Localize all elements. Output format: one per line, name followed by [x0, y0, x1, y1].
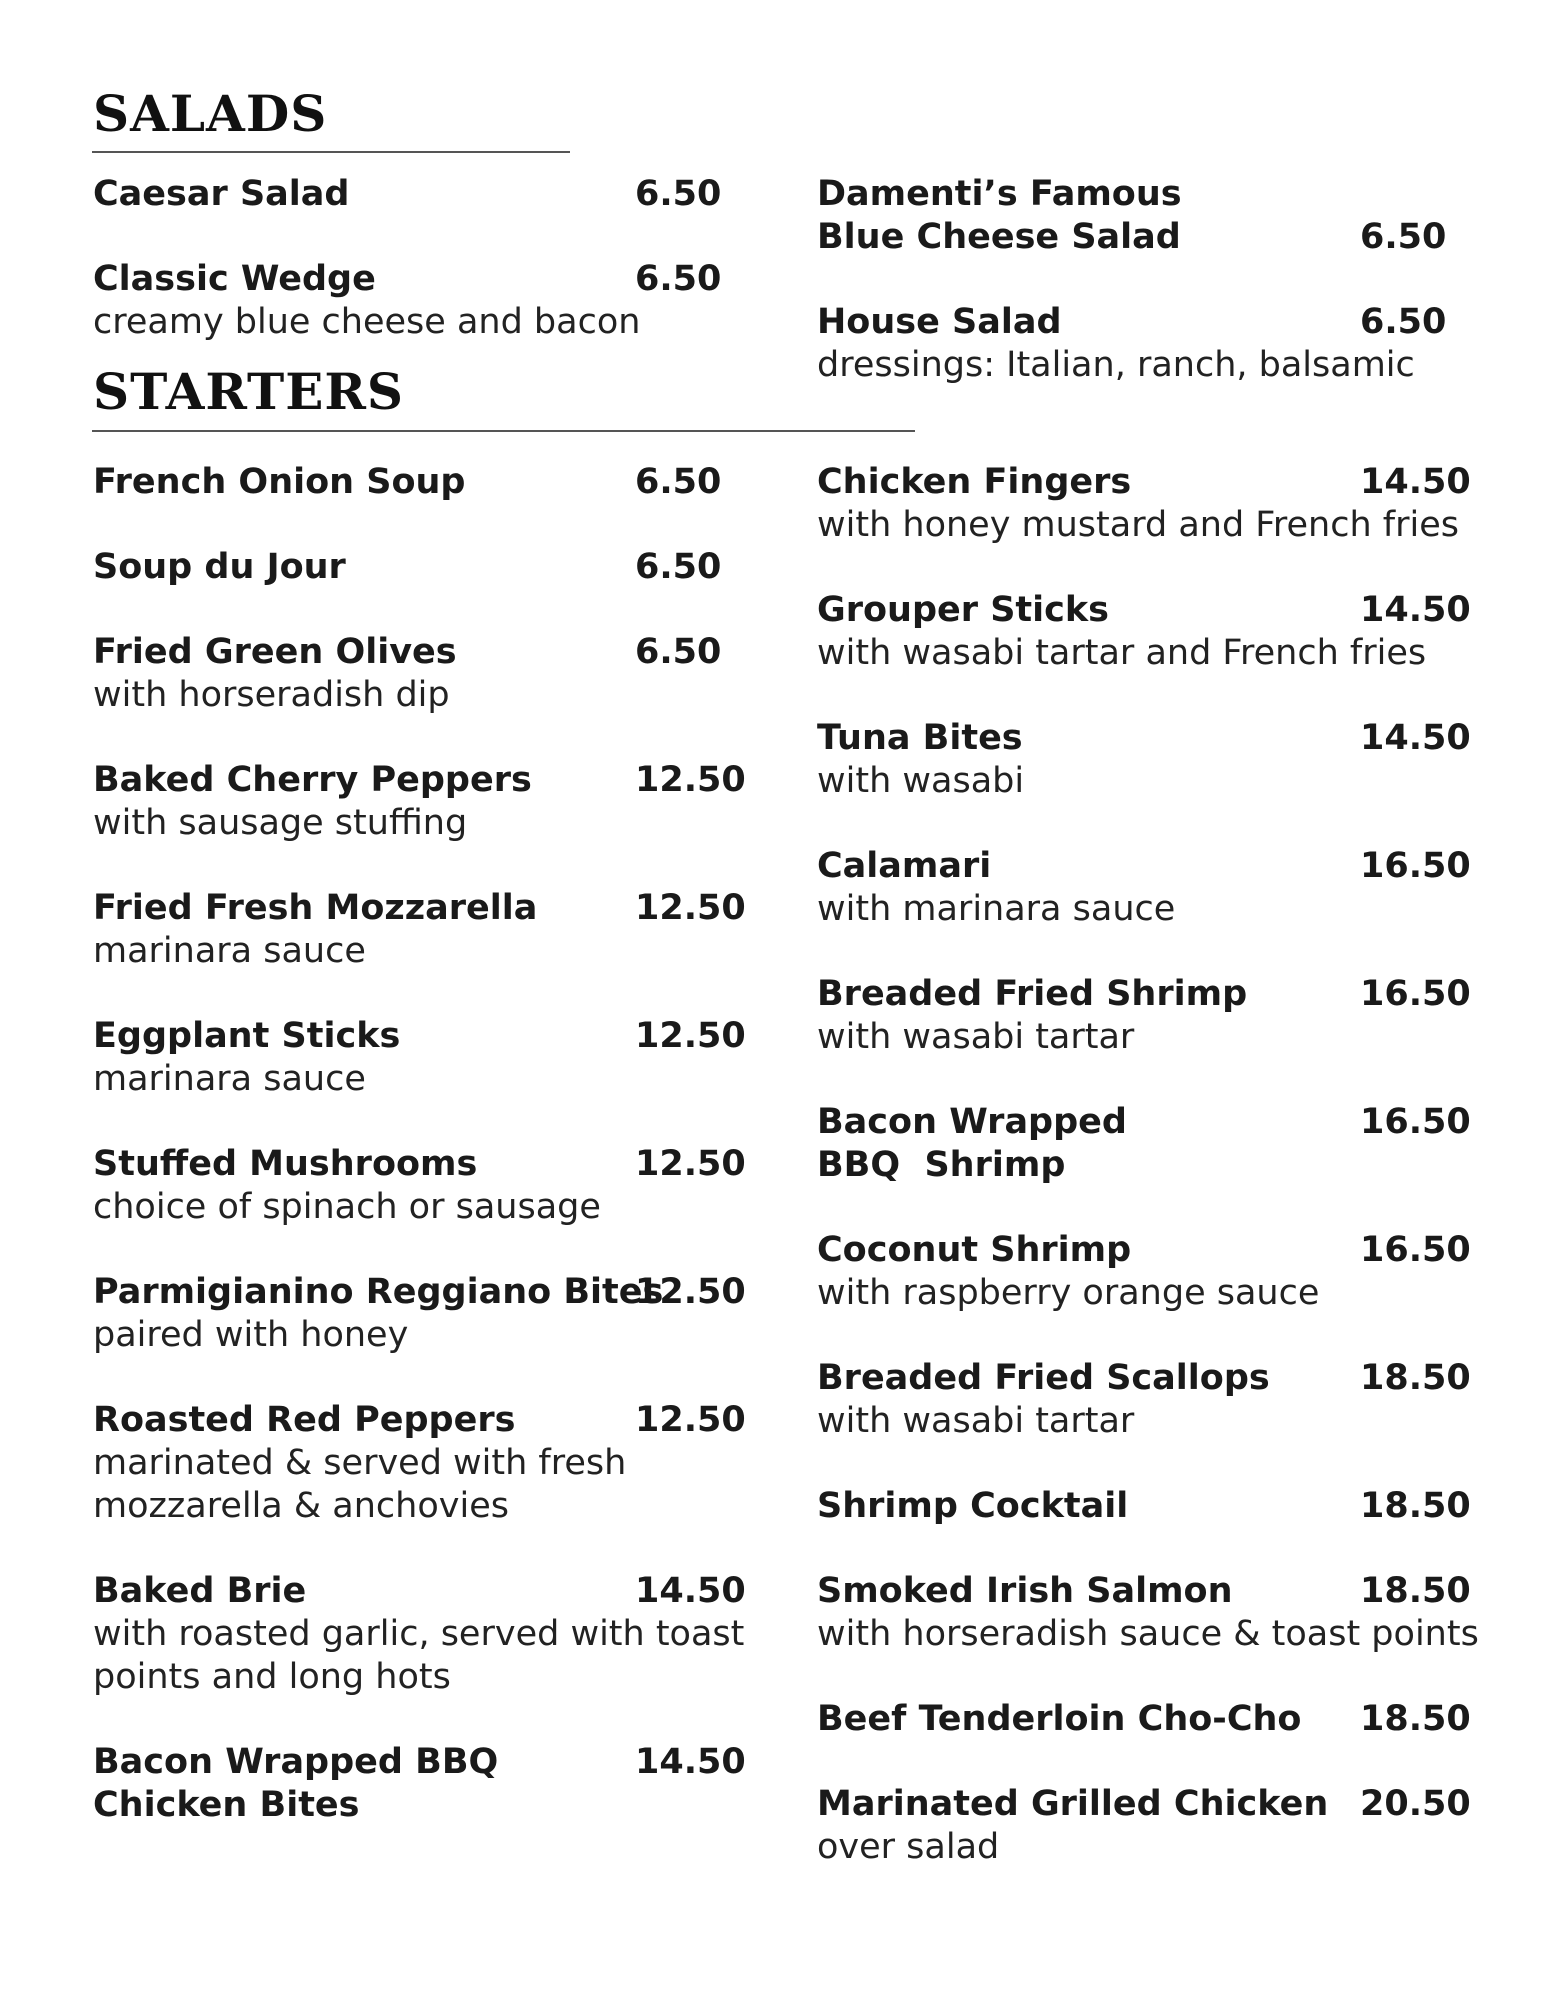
item-price: 18.50	[1360, 1699, 1471, 1739]
item-price: 16.50	[1360, 1230, 1471, 1270]
item-name: French Onion Soup	[93, 462, 466, 502]
item-name: Eggplant Sticks	[93, 1016, 401, 1056]
menu-item	[93, 1143, 773, 1229]
item-name: Roasted Red Peppers	[93, 1400, 516, 1440]
item-price: 6.50	[635, 462, 722, 502]
menu-item	[93, 1741, 773, 1827]
item-description: over salad	[817, 1827, 1000, 1867]
item-price: 6.50	[635, 547, 722, 587]
menu-item	[93, 1271, 773, 1357]
menu-item	[93, 461, 773, 504]
menu-item	[817, 1101, 1487, 1187]
menu-item	[93, 1399, 773, 1528]
menu-item	[817, 1485, 1487, 1528]
item-name: Fried Green Olives	[93, 632, 457, 672]
item-price: 16.50	[1360, 974, 1471, 1014]
starters-divider	[92, 430, 915, 432]
item-description: paired with honey	[93, 1315, 409, 1355]
item-price: 12.50	[635, 1272, 746, 1312]
item-name: Classic Wedge	[93, 259, 376, 299]
item-name: Caesar Salad	[93, 174, 350, 214]
item-price: 12.50	[635, 760, 746, 800]
item-price: 14.50	[1360, 590, 1471, 630]
item-price: 14.50	[635, 1742, 746, 1782]
menu-item	[93, 759, 773, 845]
item-price: 6.50	[635, 632, 722, 672]
menu-item	[817, 1783, 1487, 1869]
menu-item	[93, 258, 773, 344]
item-name: Chicken Fingers	[817, 462, 1132, 502]
item-name: Bacon Wrapped BBQ Chicken Bites	[93, 1742, 499, 1825]
item-name: Damenti’s Famous Blue Cheese Salad	[817, 174, 1182, 257]
item-name: House Salad	[817, 302, 1062, 342]
item-name: Breaded Fried Shrimp	[817, 974, 1248, 1014]
menu-item	[817, 461, 1487, 547]
item-name: Baked Brie	[93, 1571, 307, 1611]
item-description: marinated & served with fresh mozzarella & anchovies	[93, 1443, 627, 1526]
item-description: marinara sauce	[93, 931, 366, 971]
item-name: Stuffed Mushrooms	[93, 1144, 478, 1184]
menu-item	[817, 845, 1487, 931]
item-price: 16.50	[1360, 1102, 1471, 1142]
item-price: 12.50	[635, 1400, 746, 1440]
menu-item	[817, 1229, 1487, 1315]
item-description: with sausage stuffing	[93, 803, 468, 843]
salads-heading: SALADS	[93, 84, 328, 143]
item-description: with wasabi tartar and French fries	[817, 633, 1427, 673]
item-name: Fried Fresh Mozzarella	[93, 888, 538, 928]
item-description: with raspberry orange sauce	[817, 1273, 1320, 1313]
item-price: 6.50	[1360, 217, 1447, 257]
item-name: Shrimp Cocktail	[817, 1486, 1129, 1526]
menu-item	[93, 1570, 773, 1699]
item-description: with horseradish dip	[93, 675, 450, 715]
item-name: Calamari	[817, 846, 992, 886]
item-price: 12.50	[635, 1016, 746, 1056]
item-description: creamy blue cheese and bacon	[93, 302, 641, 342]
item-name: Tuna Bites	[817, 718, 1023, 758]
item-description: marinara sauce	[93, 1059, 366, 1099]
item-name: Coconut Shrimp	[817, 1230, 1132, 1270]
item-name: Beef Tenderloin Cho-Cho	[817, 1699, 1302, 1739]
menu-item	[93, 631, 773, 717]
item-price: 12.50	[635, 1144, 746, 1184]
item-price: 18.50	[1360, 1486, 1471, 1526]
item-price: 6.50	[1360, 302, 1447, 342]
item-price: 16.50	[1360, 846, 1471, 886]
menu-item	[817, 717, 1487, 803]
item-price: 6.50	[635, 174, 722, 214]
item-price: 20.50	[1360, 1784, 1471, 1824]
menu-item	[817, 173, 1487, 259]
item-price: 6.50	[635, 259, 722, 299]
menu-item	[817, 301, 1487, 387]
item-description: with roasted garlic, served with toast points and long hots	[93, 1614, 745, 1697]
item-name: Breaded Fried Scallops	[817, 1358, 1270, 1398]
item-name: Bacon Wrapped BBQ Shrimp	[817, 1102, 1127, 1185]
starters-heading: STARTERS	[93, 362, 405, 421]
item-description: choice of spinach or sausage	[93, 1187, 601, 1227]
item-price: 14.50	[635, 1571, 746, 1611]
item-price: 14.50	[1360, 462, 1471, 502]
item-description: with wasabi tartar	[817, 1017, 1135, 1057]
menu-item	[93, 1015, 773, 1101]
salads-divider	[92, 151, 570, 153]
item-name: Marinated Grilled Chicken	[817, 1784, 1329, 1824]
item-description: with wasabi tartar	[817, 1401, 1135, 1441]
item-name: Baked Cherry Peppers	[93, 760, 532, 800]
menu-item	[817, 589, 1487, 675]
item-name: Smoked Irish Salmon	[817, 1571, 1233, 1611]
item-description: with horseradish sauce & toast points	[817, 1614, 1479, 1654]
menu-item	[817, 1357, 1487, 1443]
menu-item	[817, 973, 1487, 1059]
menu-item	[93, 546, 773, 589]
menu-item	[93, 173, 773, 216]
item-name: Soup du Jour	[93, 547, 346, 587]
item-price: 18.50	[1360, 1358, 1471, 1398]
item-description: with wasabi	[817, 761, 1025, 801]
menu-item	[817, 1698, 1487, 1741]
menu-item	[817, 1570, 1487, 1656]
item-description: with marinara sauce	[817, 889, 1176, 929]
item-price: 14.50	[1360, 718, 1471, 758]
item-price: 12.50	[635, 888, 746, 928]
menu-item	[93, 887, 773, 973]
item-description: dressings: Italian, ranch, balsamic	[817, 345, 1415, 385]
item-name: Parmigianino Reggiano Bites	[93, 1272, 664, 1312]
item-description: with honey mustard and French fries	[817, 505, 1459, 545]
item-price: 18.50	[1360, 1571, 1471, 1611]
item-name: Grouper Sticks	[817, 590, 1109, 630]
